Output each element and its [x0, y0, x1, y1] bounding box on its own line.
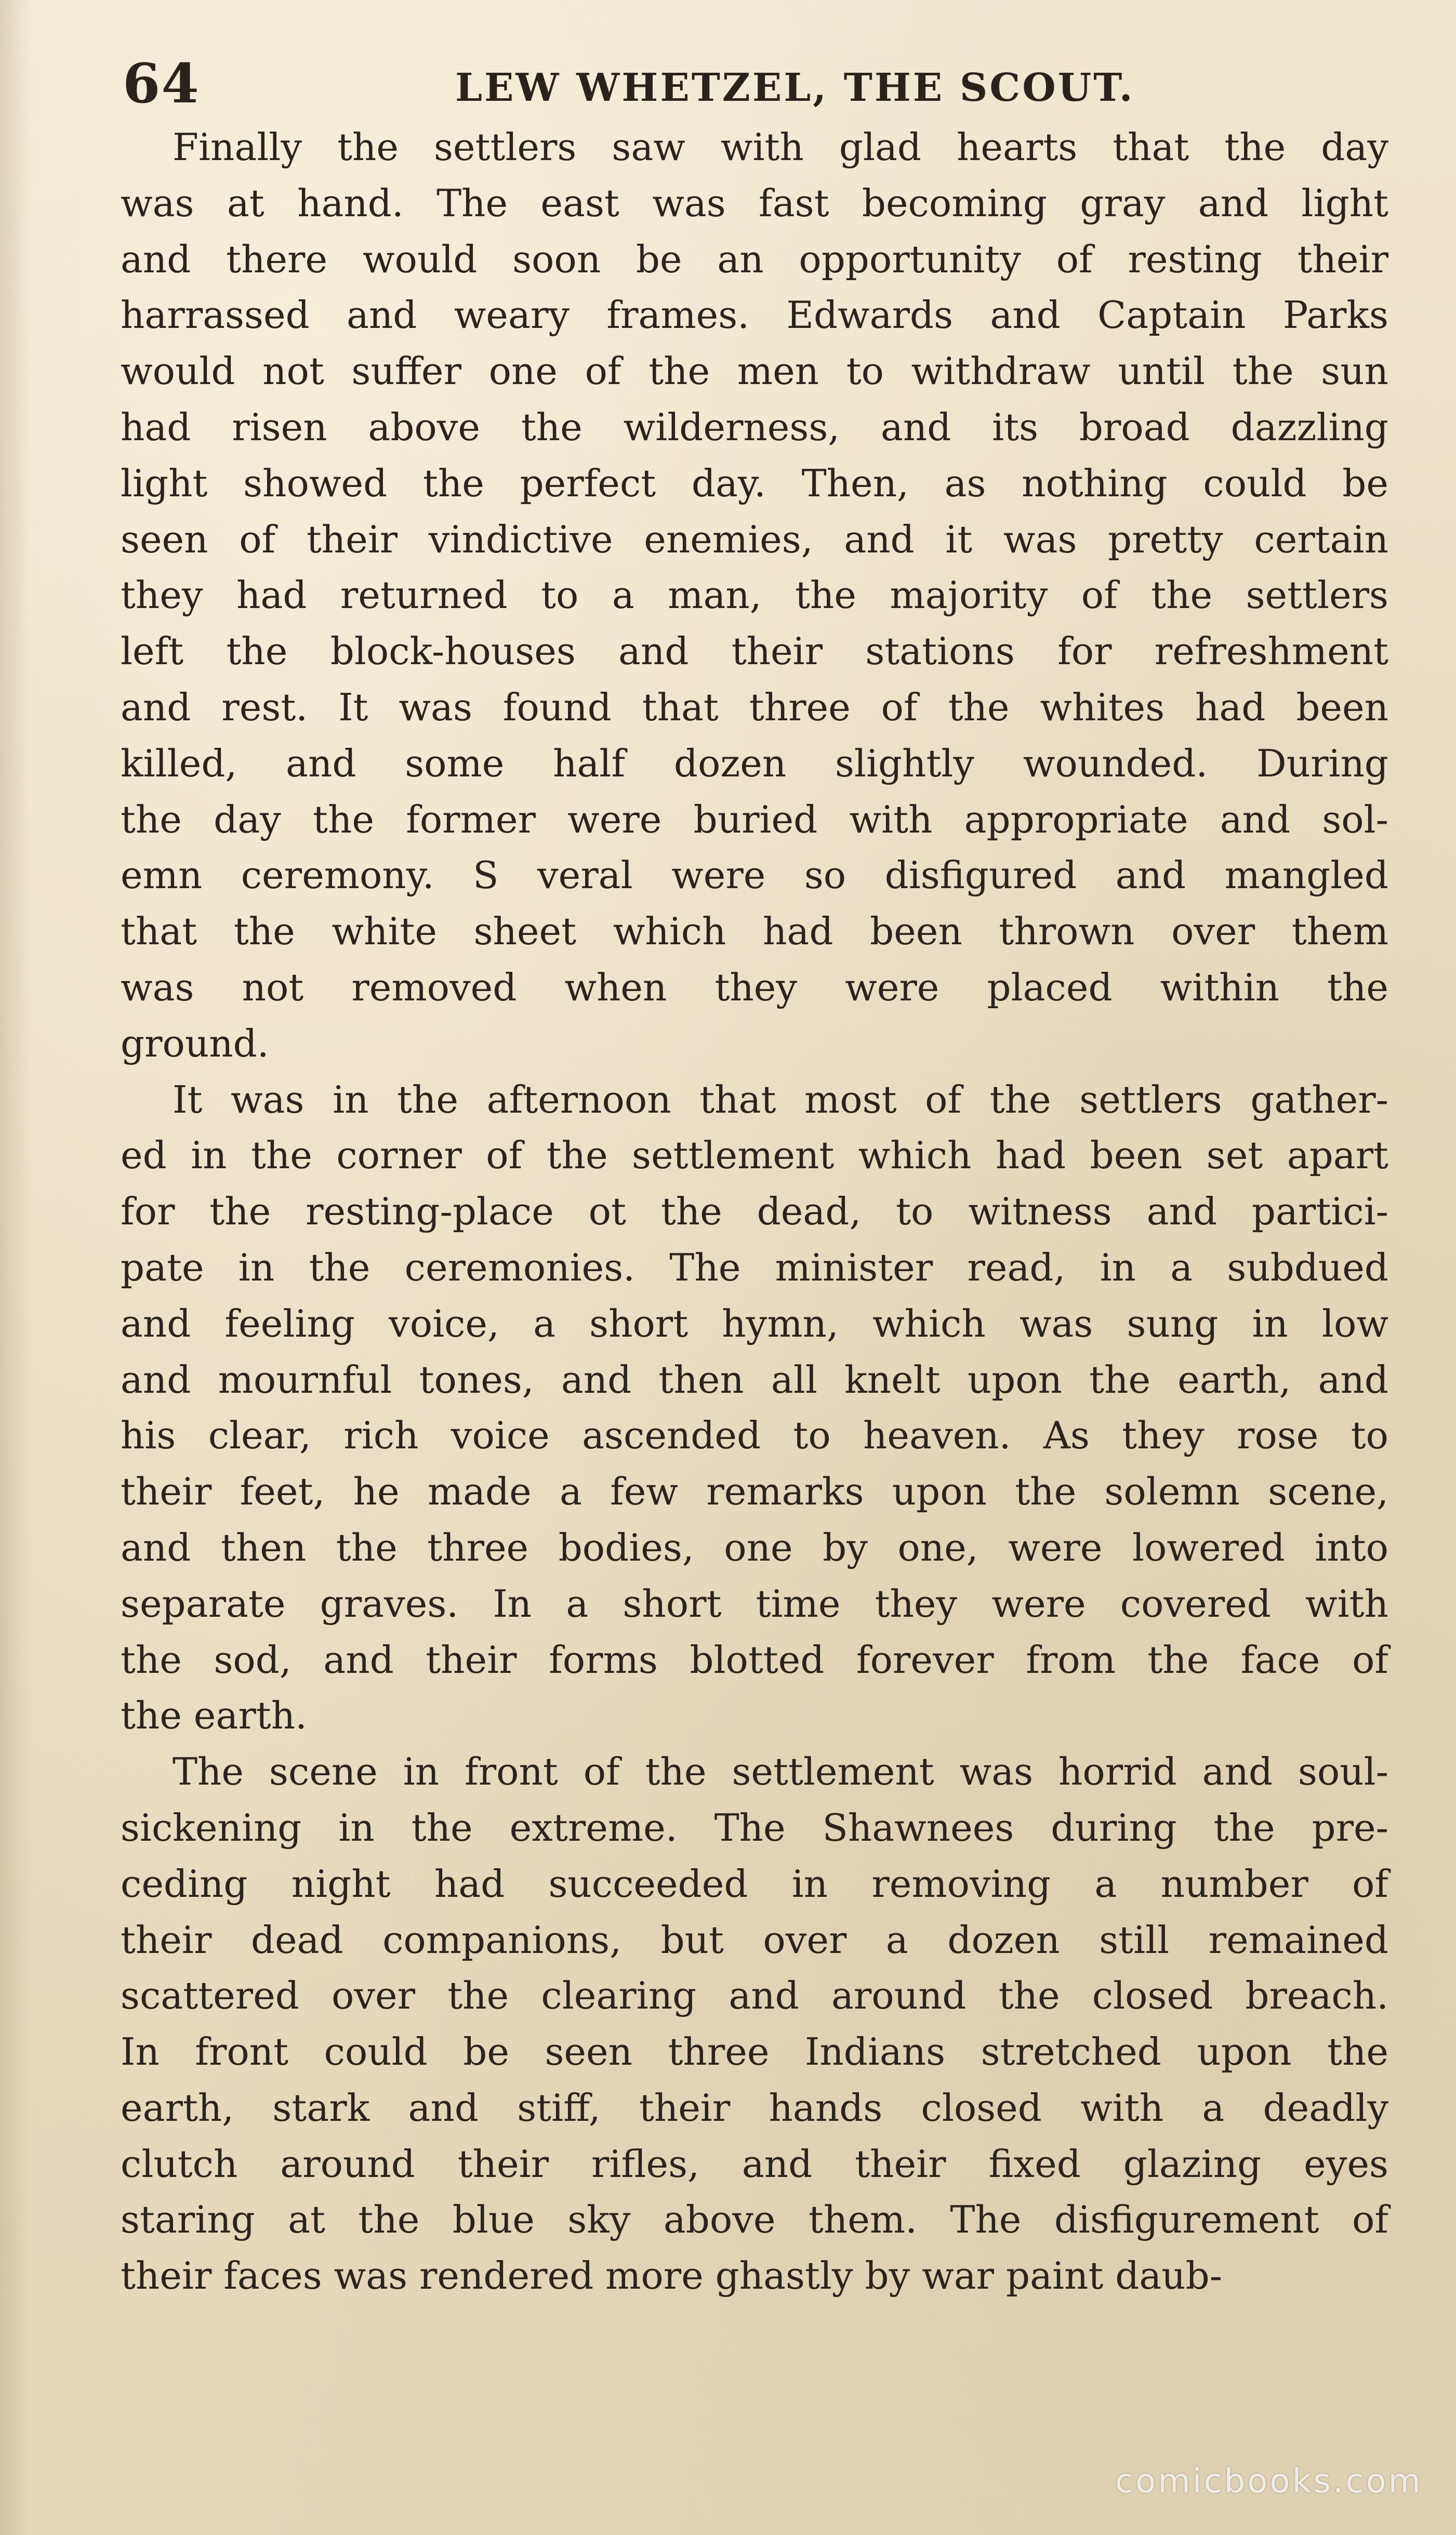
text-line: their faces was rendered more ghastly by war paint daub-	[121, 2254, 1223, 2298]
text-line: seen of their vindictive enemies, and it was pretty certain	[121, 517, 1388, 561]
running-head	[123, 46, 1380, 124]
text-line: ceding night had succeeded in removing a number of	[121, 1861, 1388, 1906]
text-line: clutch around their rifles, and their fixed glazing eyes	[121, 2142, 1388, 2186]
text-line: was at hand. The east was fast becoming gray and light	[121, 181, 1388, 225]
book-title: LEW WHETZEL, THE SCOUT.	[455, 65, 1135, 110]
text-line: emn ceremony. S veral were so disfigured and mangled	[121, 853, 1388, 897]
text-line: killed, and some half dozen slightly wounded. During	[121, 741, 1388, 785]
body-text	[121, 120, 1388, 2304]
text-line: pate in the ceremonies. The minister read, in a subdued	[121, 1245, 1388, 1289]
paragraph-2	[121, 1072, 1388, 1745]
text-line: the earth.	[121, 1694, 307, 1738]
text-line: that the white sheet which had been thrown over them	[121, 909, 1388, 954]
page-number: 64	[123, 51, 200, 115]
text-line: the day the former were buried with appropriate and sol-	[121, 797, 1388, 841]
text-line: their feet, he made a few remarks upon the solemn scene,	[121, 1470, 1388, 1514]
text-line: and there would soon be an opportunity of resting their	[121, 237, 1388, 281]
paragraph-1	[121, 120, 1388, 1072]
text-line: The scene in front of the settlement was horrid and soul-	[173, 1750, 1388, 1794]
text-line: ed in the corner of the settlement which had been set apart	[121, 1133, 1388, 1178]
text-line: It was in the afternoon that most of the settlers gather-	[173, 1077, 1388, 1121]
text-line: was not removed when they were placed within the	[121, 965, 1388, 1009]
text-line: and mournful tones, and then all knelt upon the earth, and	[121, 1357, 1388, 1402]
text-line: had risen above the wilderness, and its broad dazzling	[121, 405, 1388, 449]
watermark: comicbooks.com	[1115, 2462, 1423, 2501]
text-line: Finally the settlers saw with glad hearts that the day	[173, 125, 1388, 169]
text-line: staring at the blue sky above them. The disfigurement of	[121, 2198, 1388, 2242]
text-line: left the block-houses and their stations for refreshment	[121, 629, 1388, 674]
text-line: light showed the perfect day. Then, as nothing could be	[121, 461, 1388, 505]
text-line: their dead companions, but over a dozen still remained	[121, 1918, 1388, 1962]
text-line: sickening in the extreme. The Shawnees during the pre-	[121, 1805, 1388, 1850]
text-line: and feeling voice, a short hymn, which was sung in low	[121, 1301, 1388, 1345]
page-gutter-shadow	[0, 0, 31, 2535]
text-line: ground.	[121, 1021, 269, 1065]
text-line: In front could be seen three Indians stretched upon the	[121, 2030, 1388, 2074]
text-line: the sod, and their forms blotted forever from the face of	[121, 1638, 1388, 1682]
text-line: separate graves. In a short time they were covered with	[121, 1581, 1388, 1626]
text-line: they had returned to a man, the majority of the settlers	[121, 573, 1388, 617]
text-line: for the resting-place ot the dead, to witness and partici-	[121, 1190, 1388, 1234]
text-line: earth, stark and stiff, their hands closed with a deadly	[121, 2085, 1388, 2130]
text-line: and rest. It was found that three of the whites had been	[121, 685, 1388, 729]
text-line: would not suffer one of the men to withdraw until the sun	[121, 349, 1388, 393]
text-line: his clear, rich voice ascended to heaven. As they rose to	[121, 1414, 1388, 1458]
text-line: and then the three bodies, one by one, were lowered into	[121, 1525, 1388, 1569]
text-line: harrassed and weary frames. Edwards and Captain Parks	[121, 293, 1388, 337]
paragraph-3	[121, 1744, 1388, 2304]
text-line: scattered over the clearing and around the closed breach.	[121, 1974, 1388, 2018]
